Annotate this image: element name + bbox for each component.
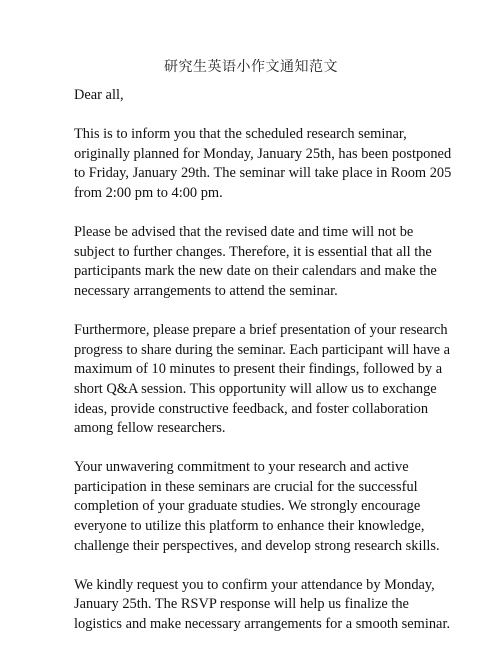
document-body: [74, 86, 454, 654]
paragraph-commitment: Your unwavering commitment to your research and active participation in these seminars are crucial for the successful completion of your graduate studies. We strongly encourage everyone to utilize this platform to enhance their knowledge, challenge their perspectives, and develop strong research skills.: [74, 459, 440, 554]
document-title: 研究生英语小作文通知范文: [164, 59, 338, 75]
paragraph-presentation: Furthermore, please prepare a brief presentation of your research progress to share during the seminar. Each participant will have a maximum of 10 minutes to present their findings, followed by a short Q&A session. This opportunity will allow us to exchange ideas, provide constructive feedback, and foster collaboration among fellow researchers.: [74, 322, 451, 437]
paragraph-rsvp: We kindly request you to confirm your attendance by Monday, January 25th. The RSVP response will help us finalize the logistics and make necessary arrangements for a smooth seminar.: [74, 576, 451, 633]
paragraph-postponement: This is to inform you that the scheduled research seminar, originally planned for Monday, January 25th, has been postponed to Friday, January 29th. The seminar will take place in Room 205 from 2:00 pm to 4:00 pm.: [74, 126, 452, 201]
salutation: Dear all,: [74, 87, 124, 103]
paragraph-revised-date: Please be advised that the revised date and time will not be subject to further changes. Therefore, it is essential that all the participants mark the new date on their calendars and make the necessary arrangements to attend the seminar.: [74, 224, 437, 299]
